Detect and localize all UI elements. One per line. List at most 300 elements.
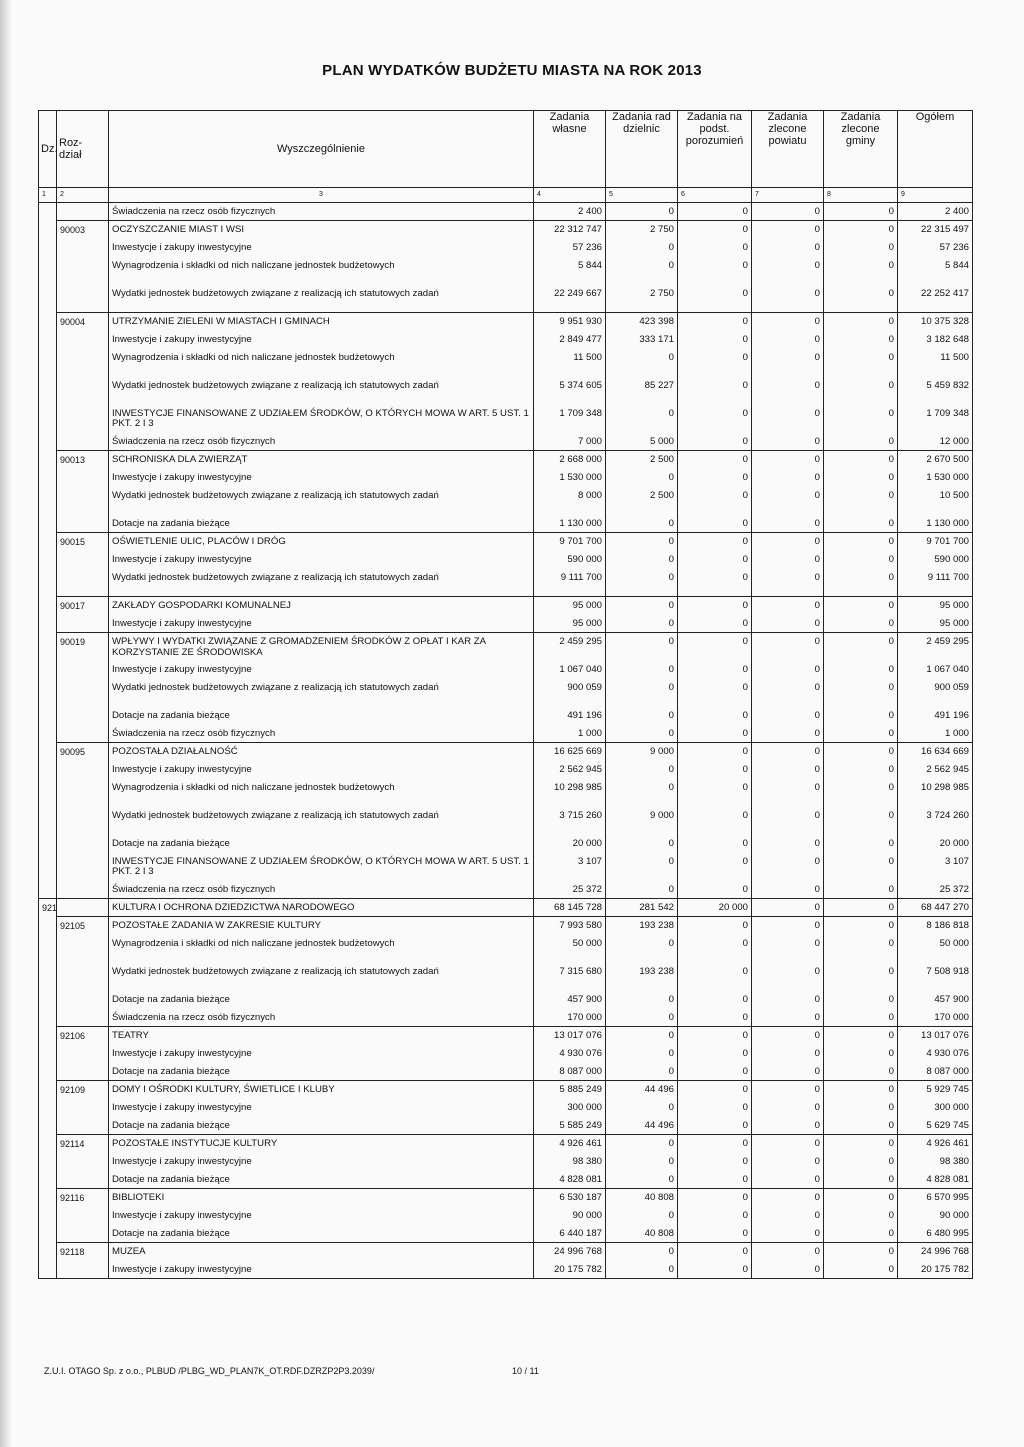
zadania-wlasne-cell: 7 000 xyxy=(534,433,606,451)
description-cell: Inwestycje i zakupy inwestycyjne xyxy=(109,761,534,779)
zadania-zlecone-gminy-cell: 0 xyxy=(824,1045,898,1063)
ogolem-cell: 22 252 417 xyxy=(898,285,973,313)
dzial-code-cell xyxy=(39,331,57,349)
zadania-rad-dzielnic-cell: 0 xyxy=(606,515,678,533)
dzial-code-cell xyxy=(39,1135,57,1153)
zadania-porozumien-cell: 0 xyxy=(678,1189,752,1207)
ogolem-cell: 6 570 995 xyxy=(898,1189,973,1207)
zadania-zlecone-gminy-cell: 0 xyxy=(824,1225,898,1243)
table-row xyxy=(39,1117,973,1135)
dzial-code-cell xyxy=(39,451,57,469)
description-cell: Dotacje na zadania bieżące xyxy=(109,835,534,853)
zadania-zlecone-gminy-cell: 0 xyxy=(824,1153,898,1171)
zadania-zlecone-gminy-cell: 0 xyxy=(824,221,898,239)
ogolem-cell: 10 500 xyxy=(898,487,973,515)
description-cell: INWESTYCJE FINANSOWANE Z UDZIAŁEM ŚRODKÓW, O KTÓRYCH MOWA W ART. 5 UST. 1 PKT. 2 I 3 xyxy=(109,405,534,433)
zadania-wlasne-cell: 1 000 xyxy=(534,725,606,743)
zadania-rad-dzielnic-cell: 193 238 xyxy=(606,963,678,991)
zadania-zlecone-gminy-cell: 0 xyxy=(824,761,898,779)
table-row xyxy=(39,881,973,899)
dzial-code-cell xyxy=(39,1189,57,1207)
ogolem-cell: 90 000 xyxy=(898,1207,973,1225)
dzial-code-cell xyxy=(39,405,57,433)
col-number: 4 xyxy=(534,188,606,203)
table-row xyxy=(39,349,973,377)
zadania-porozumien-cell: 0 xyxy=(678,1243,752,1261)
zadania-wlasne-cell: 50 000 xyxy=(534,935,606,963)
zadania-zlecone-powiatu-cell: 0 xyxy=(752,1117,824,1135)
zadania-wlasne-cell: 68 145 728 xyxy=(534,899,606,917)
zadania-zlecone-powiatu-cell: 0 xyxy=(752,1027,824,1045)
zadania-rad-dzielnic-cell: 0 xyxy=(606,239,678,257)
page-footer xyxy=(44,1366,539,1376)
zadania-zlecone-gminy-cell: 0 xyxy=(824,1099,898,1117)
table-row xyxy=(39,633,973,661)
zadania-rad-dzielnic-cell: 0 xyxy=(606,257,678,285)
zadania-wlasne-cell: 16 625 669 xyxy=(534,743,606,761)
dzial-code-cell xyxy=(39,963,57,991)
zadania-porozumien-cell: 0 xyxy=(678,761,752,779)
zadania-porozumien-cell: 0 xyxy=(678,779,752,807)
table-row xyxy=(39,257,973,285)
table-row xyxy=(39,661,973,679)
zadania-wlasne-cell: 590 000 xyxy=(534,551,606,569)
ogolem-cell: 4 828 081 xyxy=(898,1171,973,1189)
rozdzial-code-cell xyxy=(57,1063,109,1081)
zadania-zlecone-powiatu-cell: 0 xyxy=(752,533,824,551)
zadania-wlasne-cell: 4 930 076 xyxy=(534,1045,606,1063)
table-row xyxy=(39,1009,973,1027)
description-cell: KULTURA I OCHRONA DZIEDZICTWA NARODOWEGO xyxy=(109,899,534,917)
zadania-rad-dzielnic-cell: 0 xyxy=(606,679,678,707)
header-zadania-porozumien: Zadania na podst. porozumień xyxy=(678,111,752,188)
budget-rows xyxy=(39,203,973,1279)
zadania-zlecone-gminy-cell: 0 xyxy=(824,707,898,725)
table-row xyxy=(39,853,973,881)
dzial-code-cell xyxy=(39,349,57,377)
rozdzial-code-cell: 92105 xyxy=(57,917,109,935)
header-zadania-wlasne: Zadania własne xyxy=(534,111,606,188)
rozdzial-code-cell: 92116 xyxy=(57,1189,109,1207)
dzial-code-cell xyxy=(39,569,57,597)
zadania-porozumien-cell: 0 xyxy=(678,1063,752,1081)
ogolem-cell: 24 996 768 xyxy=(898,1243,973,1261)
rozdzial-code-cell xyxy=(57,725,109,743)
table-row xyxy=(39,1099,973,1117)
zadania-zlecone-powiatu-cell: 0 xyxy=(752,743,824,761)
zadania-wlasne-cell: 2 459 295 xyxy=(534,633,606,661)
zadania-zlecone-powiatu-cell: 0 xyxy=(752,405,824,433)
zadania-zlecone-gminy-cell: 0 xyxy=(824,807,898,835)
header-wyszczegolnienie: Wyszczególnienie xyxy=(109,111,534,188)
zadania-wlasne-cell: 7 315 680 xyxy=(534,963,606,991)
zadania-zlecone-powiatu-cell: 0 xyxy=(752,597,824,615)
description-cell: UTRZYMANIE ZIELENI W MIASTACH I GMINACH xyxy=(109,313,534,331)
dzial-code-cell xyxy=(39,679,57,707)
ogolem-cell: 2 562 945 xyxy=(898,761,973,779)
rozdzial-code-cell xyxy=(57,349,109,377)
zadania-rad-dzielnic-cell: 40 808 xyxy=(606,1225,678,1243)
dzial-code-cell xyxy=(39,761,57,779)
table-row xyxy=(39,239,973,257)
table-row xyxy=(39,1135,973,1153)
zadania-zlecone-powiatu-cell: 0 xyxy=(752,633,824,661)
table-row xyxy=(39,377,973,405)
zadania-zlecone-powiatu-cell: 0 xyxy=(752,1099,824,1117)
zadania-porozumien-cell: 0 xyxy=(678,743,752,761)
rozdzial-code-cell xyxy=(57,1261,109,1279)
zadania-zlecone-powiatu-cell: 0 xyxy=(752,899,824,917)
zadania-zlecone-powiatu-cell: 0 xyxy=(752,991,824,1009)
zadania-wlasne-cell: 5 374 605 xyxy=(534,377,606,405)
dzial-code-cell xyxy=(39,725,57,743)
zadania-rad-dzielnic-cell: 5 000 xyxy=(606,433,678,451)
zadania-porozumien-cell: 0 xyxy=(678,1099,752,1117)
description-cell: Dotacje na zadania bieżące xyxy=(109,1225,534,1243)
zadania-zlecone-gminy-cell: 0 xyxy=(824,935,898,963)
zadania-zlecone-gminy-cell: 0 xyxy=(824,779,898,807)
dzial-code-cell xyxy=(39,633,57,661)
col-number: 9 xyxy=(898,188,973,203)
dzial-code-cell xyxy=(39,469,57,487)
description-cell: Dotacje na zadania bieżące xyxy=(109,1063,534,1081)
column-number-row xyxy=(39,188,973,203)
zadania-zlecone-powiatu-cell: 0 xyxy=(752,221,824,239)
dzial-code-cell xyxy=(39,1009,57,1027)
zadania-rad-dzielnic-cell: 0 xyxy=(606,707,678,725)
zadania-zlecone-powiatu-cell: 0 xyxy=(752,1225,824,1243)
ogolem-cell: 491 196 xyxy=(898,707,973,725)
ogolem-cell: 1 130 000 xyxy=(898,515,973,533)
zadania-wlasne-cell: 1 709 348 xyxy=(534,405,606,433)
ogolem-cell: 7 508 918 xyxy=(898,963,973,991)
table-row xyxy=(39,1063,973,1081)
rozdzial-code-cell xyxy=(57,881,109,899)
table-row xyxy=(39,991,973,1009)
ogolem-cell: 3 107 xyxy=(898,853,973,881)
table-row xyxy=(39,433,973,451)
zadania-zlecone-powiatu-cell: 0 xyxy=(752,433,824,451)
page-edge-shadow xyxy=(0,0,12,1447)
description-cell: Wydatki jednostek budżetowych związane z realizacją ich statutowych zadań xyxy=(109,487,534,515)
ogolem-cell: 12 000 xyxy=(898,433,973,451)
header-ogolem: Ogółem xyxy=(898,111,973,188)
zadania-porozumien-cell: 0 xyxy=(678,487,752,515)
description-cell: Świadczenia na rzecz osób fizycznych xyxy=(109,203,534,221)
ogolem-cell: 1 530 000 xyxy=(898,469,973,487)
dzial-code-cell xyxy=(39,1171,57,1189)
description-cell: DOMY I OŚRODKI KULTURY, ŚWIETLICE I KLUBY xyxy=(109,1081,534,1099)
zadania-zlecone-powiatu-cell: 0 xyxy=(752,725,824,743)
zadania-wlasne-cell: 8 000 xyxy=(534,487,606,515)
zadania-rad-dzielnic-cell: 0 xyxy=(606,881,678,899)
ogolem-cell: 3 182 648 xyxy=(898,331,973,349)
zadania-zlecone-gminy-cell: 0 xyxy=(824,331,898,349)
dzial-code-cell xyxy=(39,917,57,935)
zadania-zlecone-gminy-cell: 0 xyxy=(824,1135,898,1153)
table-row xyxy=(39,963,973,991)
description-cell: Dotacje na zadania bieżące xyxy=(109,1171,534,1189)
zadania-porozumien-cell: 0 xyxy=(678,1171,752,1189)
zadania-zlecone-gminy-cell: 0 xyxy=(824,551,898,569)
table-row xyxy=(39,1171,973,1189)
zadania-rad-dzielnic-cell: 9 000 xyxy=(606,807,678,835)
zadania-wlasne-cell: 90 000 xyxy=(534,1207,606,1225)
zadania-porozumien-cell: 0 xyxy=(678,515,752,533)
zadania-porozumien-cell: 0 xyxy=(678,917,752,935)
zadania-rad-dzielnic-cell: 0 xyxy=(606,1171,678,1189)
zadania-rad-dzielnic-cell: 281 542 xyxy=(606,899,678,917)
rozdzial-code-cell xyxy=(57,487,109,515)
zadania-zlecone-gminy-cell: 0 xyxy=(824,239,898,257)
zadania-zlecone-powiatu-cell: 0 xyxy=(752,1081,824,1099)
zadania-zlecone-gminy-cell: 0 xyxy=(824,679,898,707)
zadania-zlecone-gminy-cell: 0 xyxy=(824,1063,898,1081)
description-cell: SCHRONISKA DLA ZWIERZĄT xyxy=(109,451,534,469)
zadania-zlecone-gminy-cell: 0 xyxy=(824,349,898,377)
zadania-zlecone-gminy-cell: 0 xyxy=(824,835,898,853)
rozdzial-code-cell xyxy=(57,679,109,707)
zadania-porozumien-cell: 0 xyxy=(678,1207,752,1225)
col-number: 7 xyxy=(752,188,824,203)
dzial-code-cell xyxy=(39,1063,57,1081)
zadania-zlecone-gminy-cell: 0 xyxy=(824,917,898,935)
table-row xyxy=(39,899,973,917)
zadania-porozumien-cell: 0 xyxy=(678,1045,752,1063)
zadania-zlecone-gminy-cell: 0 xyxy=(824,597,898,615)
dzial-code-cell xyxy=(39,743,57,761)
dzial-code-cell xyxy=(39,615,57,633)
zadania-zlecone-powiatu-cell: 0 xyxy=(752,515,824,533)
dzial-code-cell xyxy=(39,285,57,313)
zadania-zlecone-gminy-cell: 0 xyxy=(824,1243,898,1261)
zadania-zlecone-powiatu-cell: 0 xyxy=(752,257,824,285)
ogolem-cell: 1 067 040 xyxy=(898,661,973,679)
zadania-zlecone-powiatu-cell: 0 xyxy=(752,349,824,377)
zadania-rad-dzielnic-cell: 0 xyxy=(606,761,678,779)
ogolem-cell: 5 629 745 xyxy=(898,1117,973,1135)
zadania-wlasne-cell: 4 828 081 xyxy=(534,1171,606,1189)
zadania-zlecone-powiatu-cell: 0 xyxy=(752,1063,824,1081)
zadania-rad-dzielnic-cell: 0 xyxy=(606,991,678,1009)
zadania-rad-dzielnic-cell: 44 496 xyxy=(606,1117,678,1135)
zadania-zlecone-gminy-cell: 0 xyxy=(824,377,898,405)
ogolem-cell: 20 000 xyxy=(898,835,973,853)
rozdzial-code-cell xyxy=(57,469,109,487)
ogolem-cell: 590 000 xyxy=(898,551,973,569)
zadania-porozumien-cell: 0 xyxy=(678,1153,752,1171)
description-cell: Wynagrodzenia i składki od nich naliczane jednostek budżetowych xyxy=(109,349,534,377)
description-cell: INWESTYCJE FINANSOWANE Z UDZIAŁEM ŚRODKÓW, O KTÓRYCH MOWA W ART. 5 UST. 1 PKT. 2 I 3 xyxy=(109,853,534,881)
rozdzial-code-cell: 90015 xyxy=(57,533,109,551)
zadania-porozumien-cell: 0 xyxy=(678,203,752,221)
zadania-wlasne-cell: 1 067 040 xyxy=(534,661,606,679)
zadania-zlecone-powiatu-cell: 0 xyxy=(752,761,824,779)
rozdzial-code-cell xyxy=(57,661,109,679)
zadania-rad-dzielnic-cell: 0 xyxy=(606,633,678,661)
table-row xyxy=(39,807,973,835)
zadania-zlecone-powiatu-cell: 0 xyxy=(752,963,824,991)
description-cell: Dotacje na zadania bieżące xyxy=(109,707,534,725)
rozdzial-code-cell xyxy=(57,285,109,313)
zadania-porozumien-cell: 0 xyxy=(678,835,752,853)
ogolem-cell: 68 447 270 xyxy=(898,899,973,917)
rozdzial-code-cell xyxy=(57,405,109,433)
zadania-rad-dzielnic-cell: 0 xyxy=(606,1135,678,1153)
zadania-porozumien-cell: 0 xyxy=(678,1225,752,1243)
zadania-wlasne-cell: 95 000 xyxy=(534,597,606,615)
table-row xyxy=(39,285,973,313)
zadania-wlasne-cell: 5 844 xyxy=(534,257,606,285)
ogolem-cell: 95 000 xyxy=(898,615,973,633)
zadania-zlecone-gminy-cell: 0 xyxy=(824,881,898,899)
description-cell: Świadczenia na rzecz osób fizycznych xyxy=(109,725,534,743)
dzial-code-cell xyxy=(39,1027,57,1045)
ogolem-cell: 8 087 000 xyxy=(898,1063,973,1081)
header-dz: Dz. xyxy=(39,111,57,188)
ogolem-cell: 5 929 745 xyxy=(898,1081,973,1099)
table-row xyxy=(39,761,973,779)
rozdzial-code-cell xyxy=(57,1099,109,1117)
zadania-rad-dzielnic-cell: 0 xyxy=(606,569,678,597)
dzial-code-cell xyxy=(39,533,57,551)
zadania-zlecone-powiatu-cell: 0 xyxy=(752,285,824,313)
dzial-code-cell xyxy=(39,377,57,405)
zadania-zlecone-gminy-cell: 0 xyxy=(824,1009,898,1027)
ogolem-cell: 20 175 782 xyxy=(898,1261,973,1279)
rozdzial-code-cell xyxy=(57,331,109,349)
ogolem-cell: 50 000 xyxy=(898,935,973,963)
zadania-porozumien-cell: 0 xyxy=(678,257,752,285)
rozdzial-code-cell: 92114 xyxy=(57,1135,109,1153)
zadania-wlasne-cell: 11 500 xyxy=(534,349,606,377)
dzial-code-cell xyxy=(39,1153,57,1171)
rozdzial-code-cell xyxy=(57,433,109,451)
zadania-rad-dzielnic-cell: 0 xyxy=(606,597,678,615)
zadania-wlasne-cell: 5 885 249 xyxy=(534,1081,606,1099)
description-cell: OCZYSZCZANIE MIAST I WSI xyxy=(109,221,534,239)
dzial-code-cell xyxy=(39,707,57,725)
rozdzial-code-cell xyxy=(57,761,109,779)
description-cell: Wynagrodzenia i składki od nich naliczane jednostek budżetowych xyxy=(109,257,534,285)
zadania-wlasne-cell: 4 926 461 xyxy=(534,1135,606,1153)
zadania-porozumien-cell: 0 xyxy=(678,239,752,257)
zadania-porozumien-cell: 0 xyxy=(678,533,752,551)
zadania-zlecone-gminy-cell: 0 xyxy=(824,451,898,469)
zadania-zlecone-gminy-cell: 0 xyxy=(824,433,898,451)
header-zadania-zlecone-powiatu: Zadania zlecone powiatu xyxy=(752,111,824,188)
zadania-wlasne-cell: 491 196 xyxy=(534,707,606,725)
zadania-wlasne-cell: 20 175 782 xyxy=(534,1261,606,1279)
col-number: 8 xyxy=(824,188,898,203)
rozdzial-code-cell: 90017 xyxy=(57,597,109,615)
zadania-porozumien-cell: 0 xyxy=(678,313,752,331)
rozdzial-code-cell xyxy=(57,707,109,725)
rozdzial-code-cell: 90019 xyxy=(57,633,109,661)
description-cell: Świadczenia na rzecz osób fizycznych xyxy=(109,433,534,451)
table-row xyxy=(39,1027,973,1045)
table-row xyxy=(39,935,973,963)
ogolem-cell: 8 186 818 xyxy=(898,917,973,935)
description-cell: Inwestycje i zakupy inwestycyjne xyxy=(109,661,534,679)
table-row xyxy=(39,331,973,349)
zadania-zlecone-gminy-cell: 0 xyxy=(824,1117,898,1135)
ogolem-cell: 22 315 497 xyxy=(898,221,973,239)
zadania-zlecone-gminy-cell: 0 xyxy=(824,853,898,881)
table-row xyxy=(39,551,973,569)
ogolem-cell: 9 111 700 xyxy=(898,569,973,597)
zadania-rad-dzielnic-cell: 423 398 xyxy=(606,313,678,331)
zadania-zlecone-gminy-cell: 0 xyxy=(824,313,898,331)
ogolem-cell: 11 500 xyxy=(898,349,973,377)
dzial-code-cell xyxy=(39,1207,57,1225)
zadania-rad-dzielnic-cell: 85 227 xyxy=(606,377,678,405)
table-row xyxy=(39,1243,973,1261)
zadania-zlecone-gminy-cell: 0 xyxy=(824,533,898,551)
zadania-porozumien-cell: 0 xyxy=(678,349,752,377)
table-row xyxy=(39,1225,973,1243)
zadania-rad-dzielnic-cell: 193 238 xyxy=(606,917,678,935)
rozdzial-code-cell xyxy=(57,1225,109,1243)
ogolem-cell: 16 634 669 xyxy=(898,743,973,761)
zadania-zlecone-gminy-cell: 0 xyxy=(824,1189,898,1207)
dzial-code-cell xyxy=(39,1081,57,1099)
zadania-zlecone-gminy-cell: 0 xyxy=(824,1171,898,1189)
zadania-wlasne-cell: 900 059 xyxy=(534,679,606,707)
ogolem-cell: 2 670 500 xyxy=(898,451,973,469)
dzial-code-cell xyxy=(39,935,57,963)
zadania-porozumien-cell: 0 xyxy=(678,551,752,569)
zadania-wlasne-cell: 25 372 xyxy=(534,881,606,899)
zadania-rad-dzielnic-cell: 44 496 xyxy=(606,1081,678,1099)
zadania-zlecone-powiatu-cell: 0 xyxy=(752,1207,824,1225)
zadania-wlasne-cell: 98 380 xyxy=(534,1153,606,1171)
col-number: 2 xyxy=(57,188,109,203)
table-row xyxy=(39,1045,973,1063)
header-zadania-zlecone-gminy: Zadania zlecone gminy xyxy=(824,111,898,188)
zadania-wlasne-cell: 457 900 xyxy=(534,991,606,1009)
zadania-wlasne-cell: 10 298 985 xyxy=(534,779,606,807)
ogolem-cell: 10 298 985 xyxy=(898,779,973,807)
ogolem-cell: 3 724 260 xyxy=(898,807,973,835)
dzial-code-cell xyxy=(39,203,57,221)
rozdzial-code-cell xyxy=(57,963,109,991)
zadania-porozumien-cell: 0 xyxy=(678,1027,752,1045)
zadania-porozumien-cell: 0 xyxy=(678,1081,752,1099)
description-cell: Dotacje na zadania bieżące xyxy=(109,1117,534,1135)
description-cell: Inwestycje i zakupy inwestycyjne xyxy=(109,331,534,349)
zadania-wlasne-cell: 22 312 747 xyxy=(534,221,606,239)
zadania-zlecone-powiatu-cell: 0 xyxy=(752,313,824,331)
zadania-wlasne-cell: 20 000 xyxy=(534,835,606,853)
table-row xyxy=(39,679,973,707)
description-cell: Świadczenia na rzecz osób fizycznych xyxy=(109,1009,534,1027)
zadania-zlecone-powiatu-cell: 0 xyxy=(752,1171,824,1189)
ogolem-cell: 5 844 xyxy=(898,257,973,285)
zadania-wlasne-cell: 9 111 700 xyxy=(534,569,606,597)
rozdzial-code-cell xyxy=(57,835,109,853)
zadania-porozumien-cell: 0 xyxy=(678,1135,752,1153)
table-row xyxy=(39,1207,973,1225)
zadania-rad-dzielnic-cell: 0 xyxy=(606,1153,678,1171)
zadania-zlecone-gminy-cell: 0 xyxy=(824,743,898,761)
zadania-wlasne-cell: 5 585 249 xyxy=(534,1117,606,1135)
zadania-rad-dzielnic-cell: 0 xyxy=(606,533,678,551)
dzial-code-cell xyxy=(39,597,57,615)
dzial-code-cell xyxy=(39,807,57,835)
table-row xyxy=(39,533,973,551)
table-row xyxy=(39,313,973,331)
